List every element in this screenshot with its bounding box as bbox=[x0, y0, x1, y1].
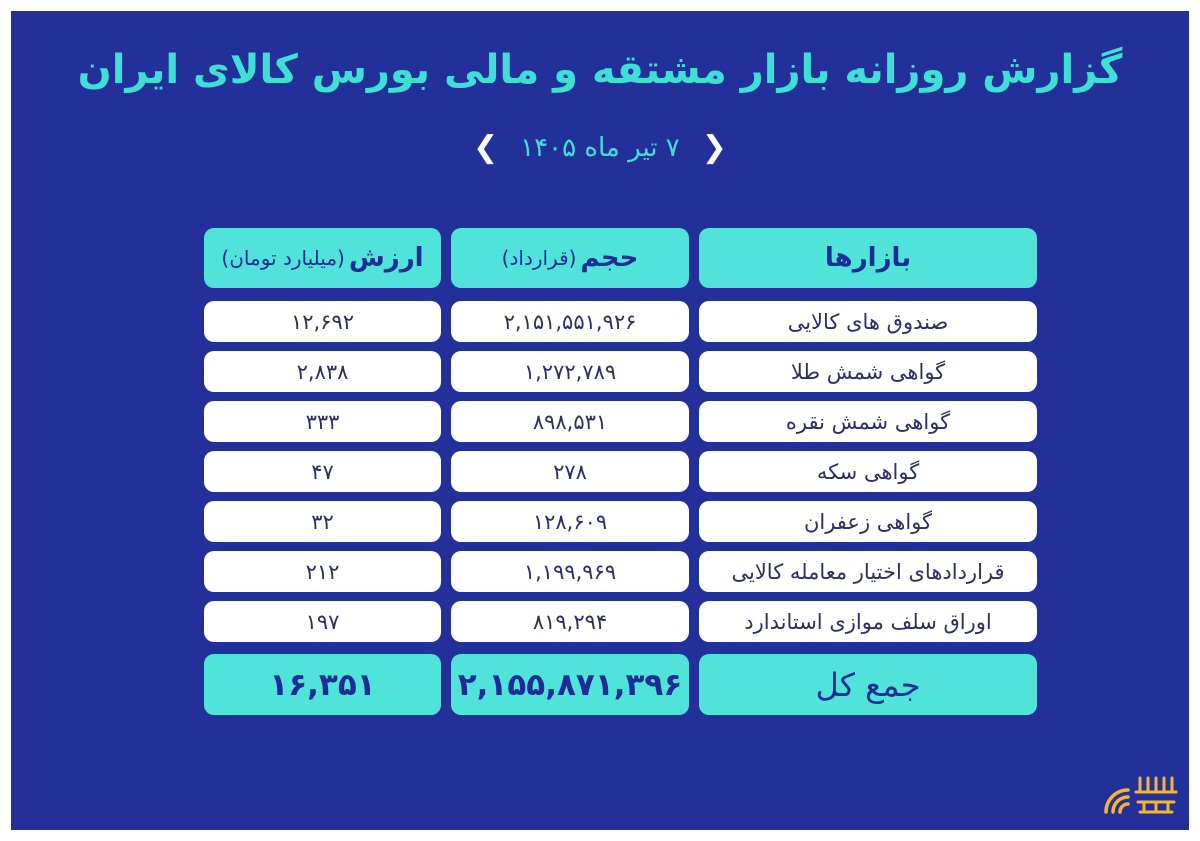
chevron-right-icon: ❯ bbox=[473, 130, 499, 165]
chevron-left-icon: ❮ bbox=[701, 130, 727, 165]
volume-cell: ۲۷۸ bbox=[451, 451, 689, 492]
market-cell: گواهی شمش نقره bbox=[699, 401, 1037, 442]
market-cell: گواهی زعفران bbox=[699, 501, 1037, 542]
volume-cell: ۸۹۸,۵۳۱ bbox=[451, 401, 689, 442]
value-cell: ۲,۸۳۸ bbox=[204, 351, 441, 392]
value-cell: ۴۷ bbox=[204, 451, 441, 492]
header-volume bbox=[451, 228, 689, 288]
report-date: ۷ تیر ماه ۱۴۰۵ bbox=[520, 133, 680, 163]
header-volume-label: حجم bbox=[580, 243, 639, 273]
market-cell: قراردادهای اختیار معامله کالایی bbox=[699, 551, 1037, 592]
kalakhabar-logo bbox=[1100, 770, 1190, 820]
market-cell: گواهی سکه bbox=[699, 451, 1037, 492]
value-cell: ۱۹۷ bbox=[204, 601, 441, 642]
volume-cell: ۸۱۹,۲۹۴ bbox=[451, 601, 689, 642]
total-volume: ۲,۱۵۵,۸۷۱,۳۹۶ bbox=[451, 654, 689, 715]
volume-cell: ۱۲۸,۶۰۹ bbox=[451, 501, 689, 542]
market-cell: صندوق های کالایی bbox=[699, 301, 1037, 342]
total-label: جمع کل bbox=[699, 654, 1037, 715]
market-cell: اوراق سلف موازی استاندارد bbox=[699, 601, 1037, 642]
header-value-unit: (میلیارد تومان) bbox=[221, 246, 345, 270]
volume-cell: ۲,۱۵۱,۵۵۱,۹۲۶ bbox=[451, 301, 689, 342]
value-cell: ۲۱۲ bbox=[204, 551, 441, 592]
header-markets bbox=[699, 228, 1037, 288]
volume-cell: ۱,۲۷۲,۷۸۹ bbox=[451, 351, 689, 392]
total-value: ۱۶,۳۵۱ bbox=[204, 654, 441, 715]
value-cell: ۱۲,۶۹۲ bbox=[204, 301, 441, 342]
header-markets-label: بازارها bbox=[824, 243, 912, 273]
volume-cell: ۱,۱۹۹,۹۶۹ bbox=[451, 551, 689, 592]
market-cell: گواهی شمش طلا bbox=[699, 351, 1037, 392]
value-cell: ۳۲ bbox=[204, 501, 441, 542]
header-value-label: ارزش bbox=[348, 243, 424, 273]
date-row bbox=[0, 126, 1200, 170]
value-cell: ۳۳۳ bbox=[204, 401, 441, 442]
header-value bbox=[204, 228, 441, 288]
header-volume-unit: (قرارداد) bbox=[501, 246, 577, 270]
report-title: گزارش روزانه بازار مشتقه و مالی بورس کالای ایران bbox=[77, 47, 1123, 93]
